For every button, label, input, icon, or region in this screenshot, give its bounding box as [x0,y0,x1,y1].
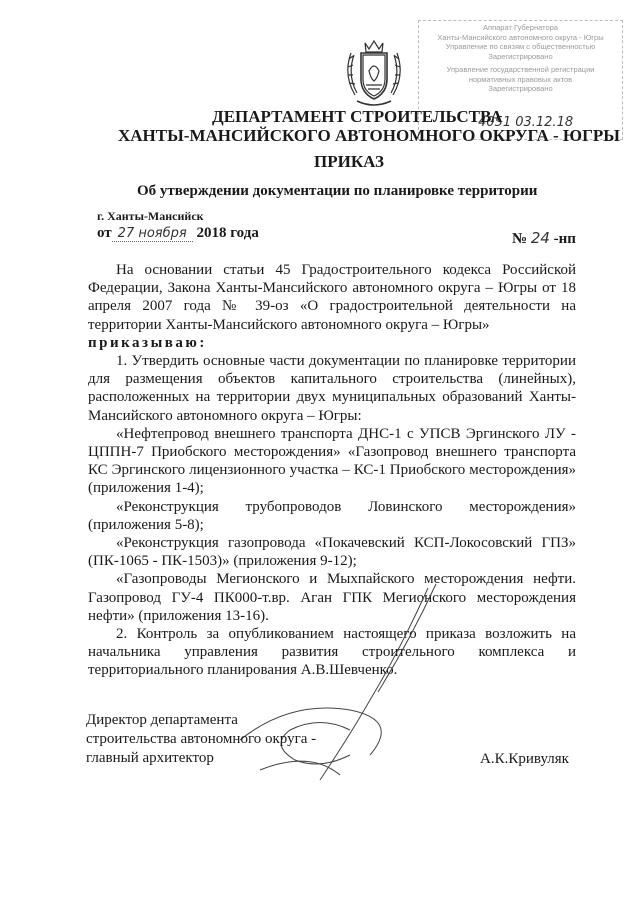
sub-item-3: «Реконструкция газопровода «Покачевский КСП-Локосовский ГПЗ» (ПК-1065 - ПК-1503)» (приложения 9-12); [88,535,576,570]
number-handwritten: 24 [530,229,550,247]
date-prefix: от [97,225,112,241]
department-title-line2: ХАНТЫ-МАНСИЙСКОГО АВТОНОМНОГО ОКРУГА - ЮГРЫ [118,126,620,145]
sub-item-1: «Нефтепровод внешнего транспорта ДНС-1 с УПСВ Эргинского ЛУ - ЦППН-7 Приобского месторождения» «Газопровод внешнего транспорта КС Эргинского лицензионного участка – КС-1 Приобского месторождения» (приложения 1-4); [88,425,576,497]
signatory-title: Директор департамента строительства автономного округа - главный архитектор [86,712,317,766]
number-suffix: -нп [553,231,576,247]
handwritten-signature [200,580,460,810]
coat-of-arms-emblem [335,35,413,113]
signatory-name: А.К.Кривуляк [480,751,569,767]
item-1-paragraph: 1. Утвердить основные части документации по планировке территории для размещения объектов капитального строительства (линейных), расположенных на территории двух муниципальных образований Ханты-Мансийского автономного округа – Югры: [88,353,576,424]
registration-stamp: Аппарат Губернатора Ханты-Мансийского автономного округа - Югры Управление по связям с общественностью Зарегистрировано Управление государственной регистрации нормативных правовых актов Зарегистрировано [418,20,623,140]
item-2-paragraph: 2. Контроль за опубликованием настоящего приказа возложить на начальника управления развития строительного комплекса и территориального планирования А.В.Шевченко. [88,626,576,679]
date-handwritten: 27 ноября [112,226,193,242]
document-type: ПРИКАЗ [314,152,384,171]
date-suffix: 2018 года [196,225,259,241]
sub-item-2: «Реконструкция трубопроводов Ловинского месторождения» (приложения 5-8); [88,498,576,533]
order-word: приказываю: [88,334,207,351]
city-line: г. Ханты-Мансийск [97,209,204,223]
preamble-paragraph: На основании статьи 45 Градостроительного кодекса Российской Федерации, Закона Ханты-Мансийского автономного округа – Югры от 18 апреля 2007 года № 39-оз «О градостроительной деятельности на территории Ханты-Мансийского автономного округа – Югры» [88,262,576,333]
order-number [512,229,576,248]
sub-item-4: «Газопроводы Мегионского и Мыхпайского месторождения нефти. Газопровод ГУ-4 ПК000-т.вр. Аган ГПК Мегионского месторождения нефти» (приложения 13-16). [88,571,576,624]
date-line [97,225,259,242]
department-title-line1: ДЕПАРТАМЕНТ СТРОИТЕЛЬСТВА [212,107,503,126]
document-subject: Об утверждении документации по планировке территории [137,183,538,199]
registration-number-handwritten: 4051 03.12.18 [478,115,574,130]
number-prefix: № [512,231,528,247]
